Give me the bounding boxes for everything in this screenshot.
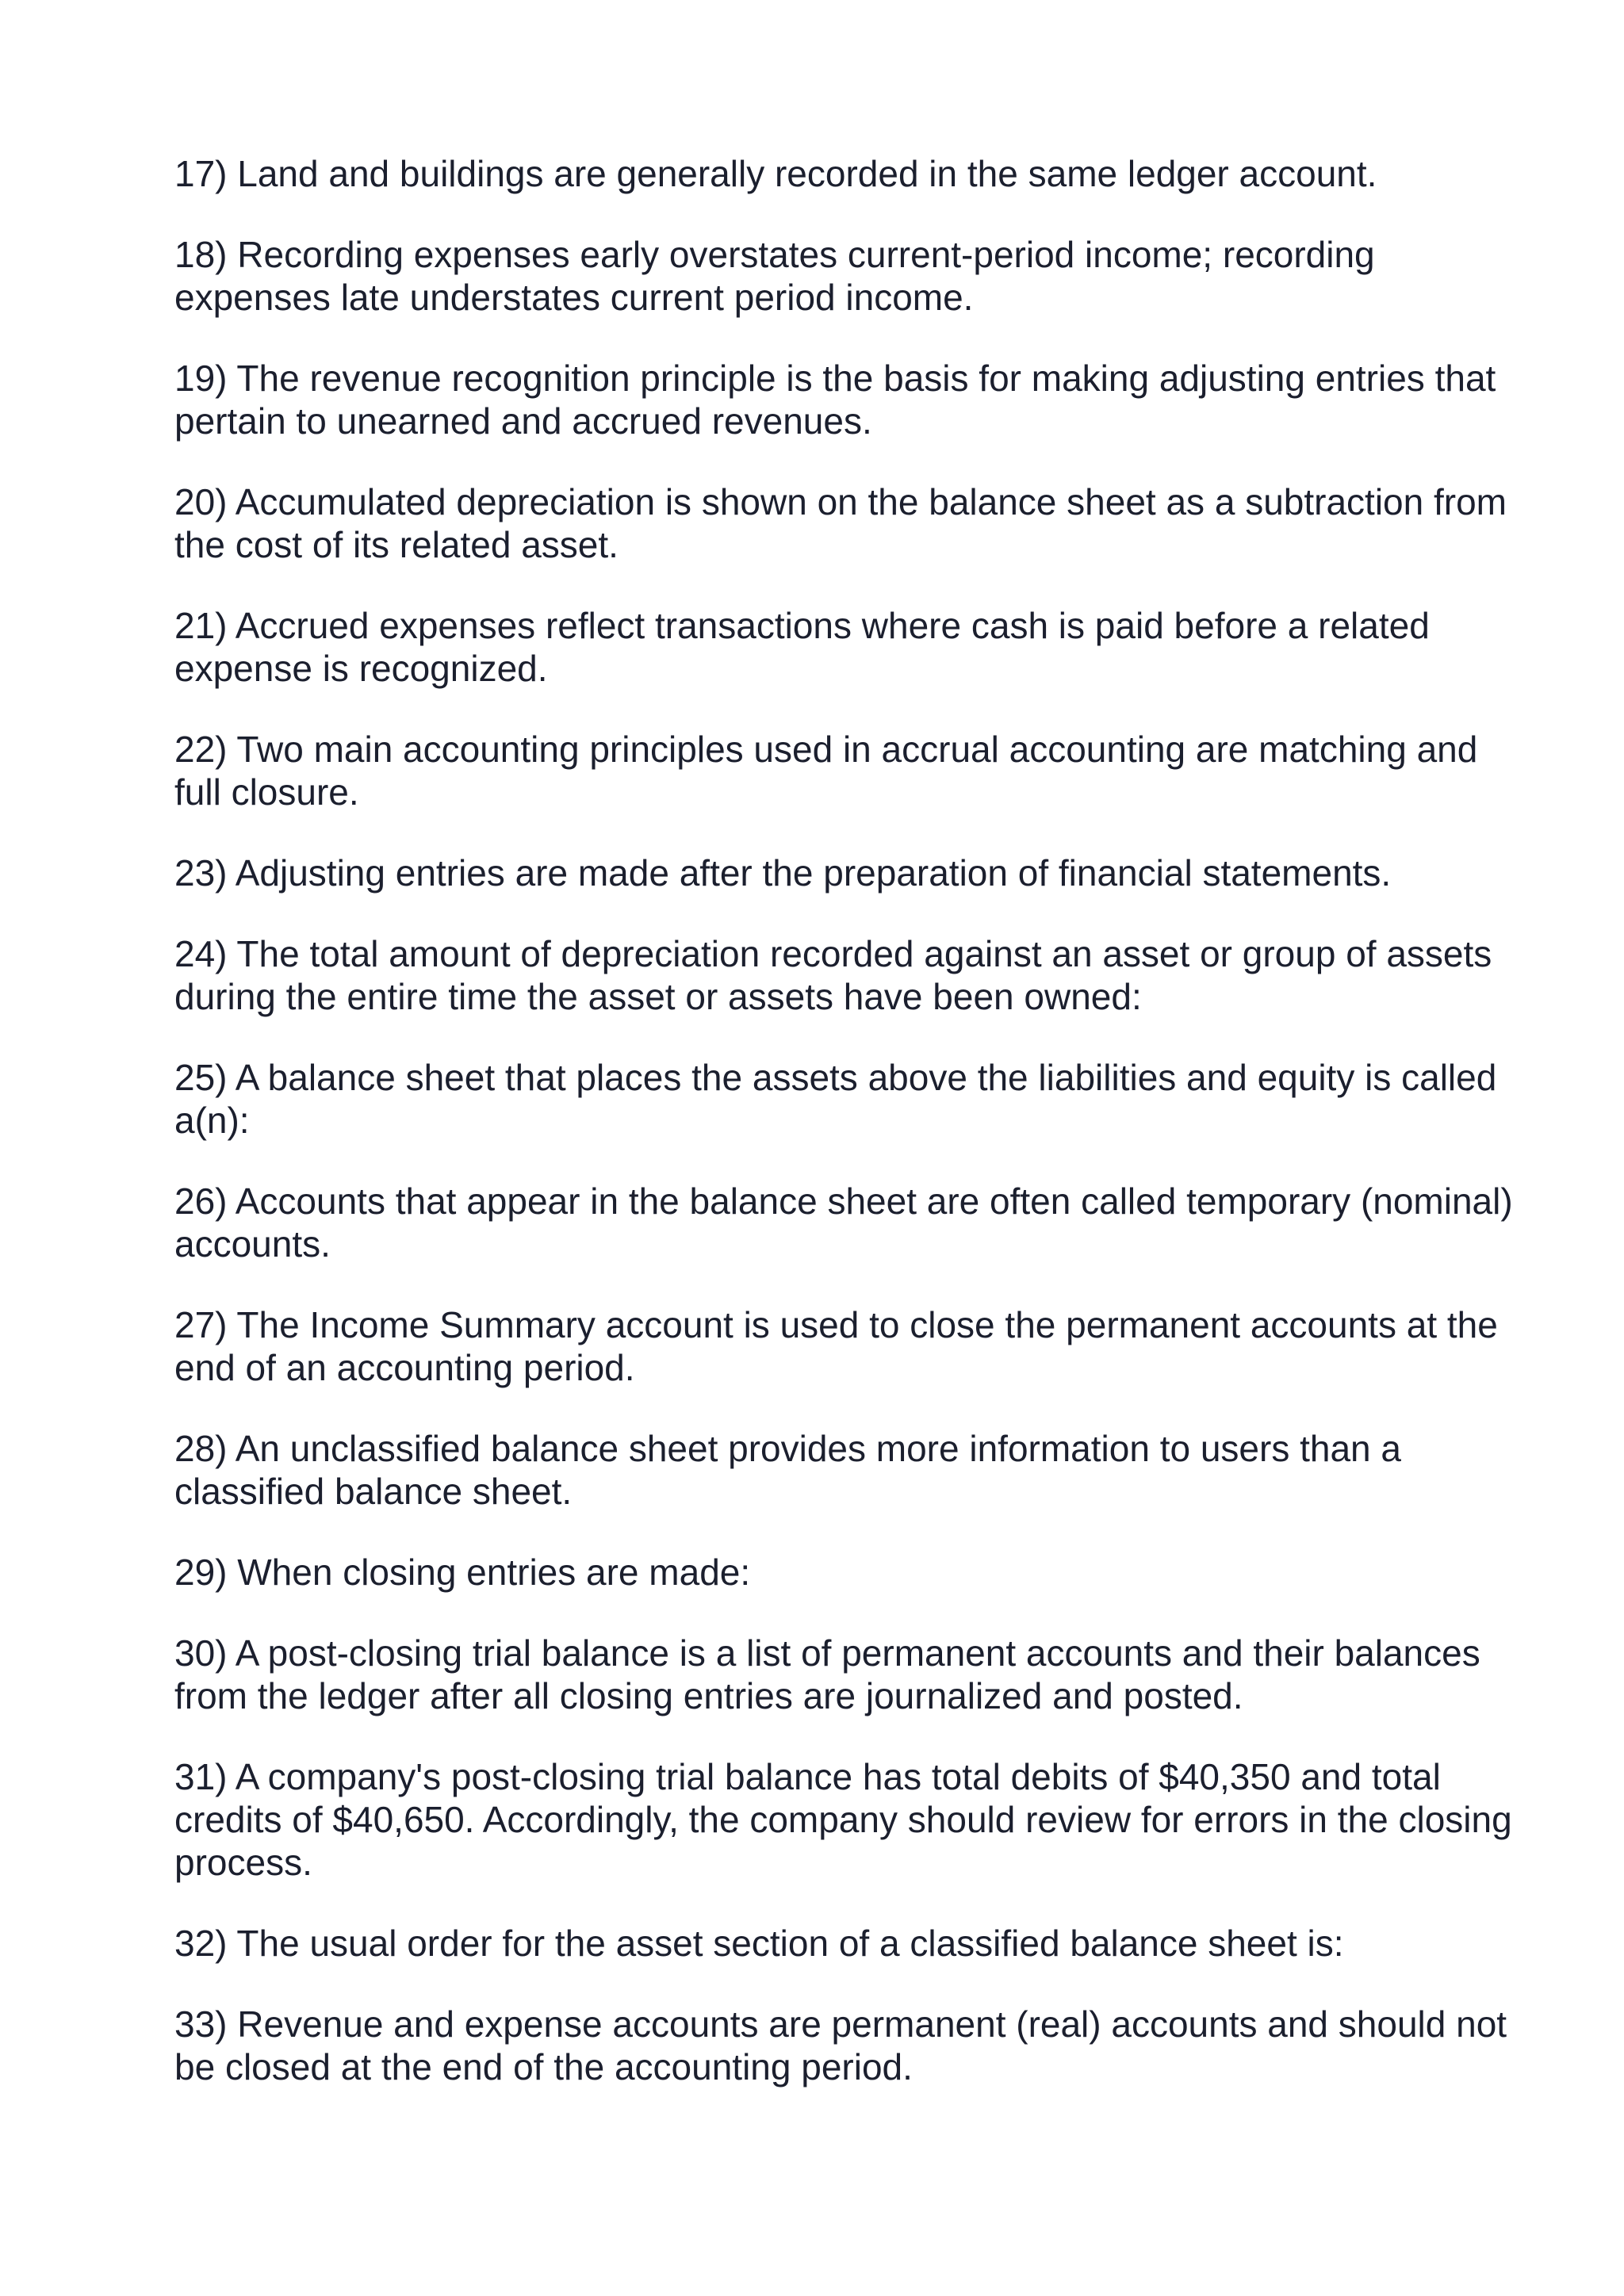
question-24: 24) The total amount of depreciation recorded against an asset or group of assets during the entire time the asset or assets have been owned: [174, 933, 1492, 1017]
question-25: 25) A balance sheet that places the assets above the liabilities and equity is called a(n): [174, 1057, 1497, 1141]
question-18: 18) Recording expenses early overstates current-period income; recording expenses late understates current period income. [174, 234, 1375, 318]
question-22: 22) Two main accounting principles used in accrual accounting are matching and full closure. [174, 729, 1478, 813]
question-31: 31) A company's post-closing trial balance has total debits of $40,350 and total credits of $40,650. Accordingly, the company should review for errors in the closing process. [174, 1756, 1512, 1883]
question-28: 28) An unclassified balance sheet provides more information to users than a classified balance sheet. [174, 1428, 1401, 1512]
question-17: 17) Land and buildings are generally recorded in the same ledger account. [174, 153, 1377, 194]
question-list [174, 152, 1513, 2088]
question-30: 30) A post-closing trial balance is a list of permanent accounts and their balances from the ledger after all closing entries are journalized and posted. [174, 1632, 1480, 1716]
question-23: 23) Adjusting entries are made after the preparation of financial statements. [174, 852, 1392, 894]
question-20: 20) Accumulated depreciation is shown on the balance sheet as a subtraction from the cost of its related asset. [174, 481, 1507, 565]
question-26: 26) Accounts that appear in the balance sheet are often called temporary (nominal) accounts. [174, 1181, 1513, 1265]
question-27: 27) The Income Summary account is used to close the permanent accounts at the end of an accounting period. [174, 1304, 1498, 1388]
question-21: 21) Accrued expenses reflect transactions where cash is paid before a related expense is recognized. [174, 605, 1430, 689]
question-29: 29) When closing entries are made: [174, 1552, 751, 1593]
question-33: 33) Revenue and expense accounts are permanent (real) accounts and should not be closed at the end of the accounting period. [174, 2003, 1507, 2087]
question-32: 32) The usual order for the asset section of a classified balance sheet is: [174, 1923, 1344, 1964]
question-19: 19) The revenue recognition principle is the basis for making adjusting entries that pertain to unearned and accrued revenues. [174, 358, 1496, 442]
